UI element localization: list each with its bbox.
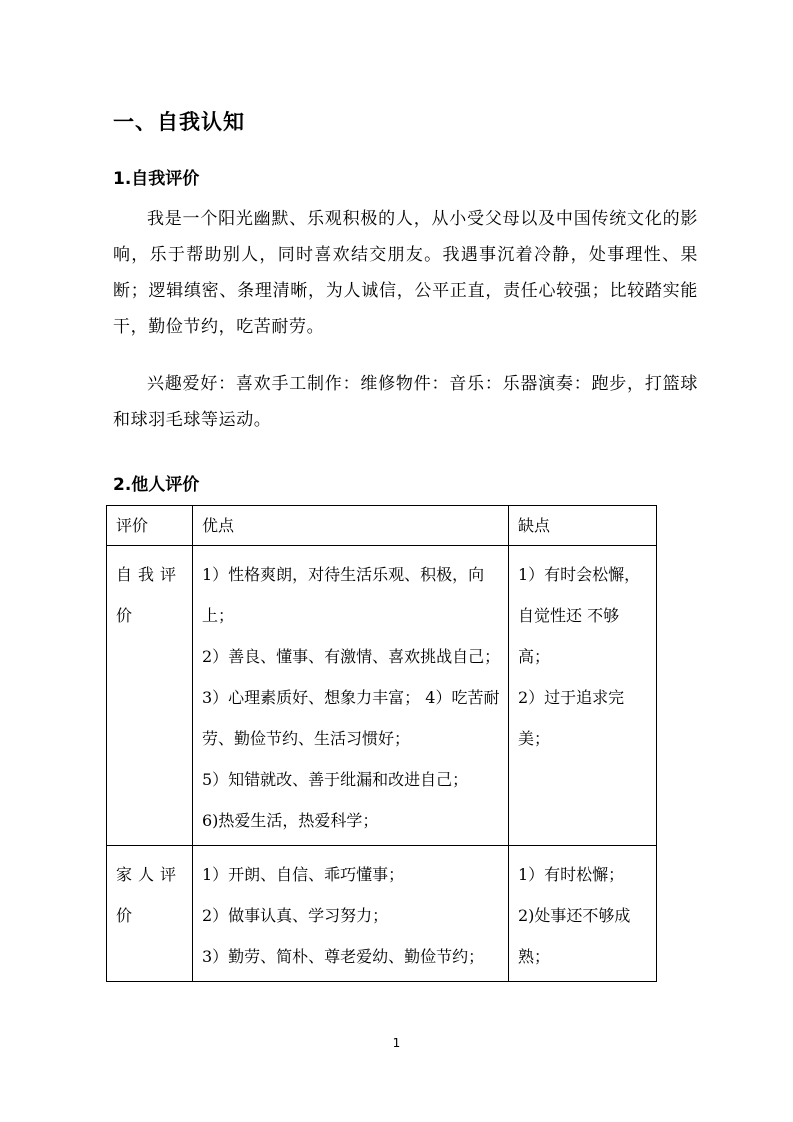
evaluation-table [106, 505, 657, 982]
hobbies-paragraph: 兴趣爱好：喜欢手工制作：维修物件：音乐：乐器演奏：跑步，打篮球和球羽毛球等运动。 [113, 374, 698, 430]
row-label-self: 自我评价 [107, 546, 193, 846]
pros-item: 5）知错就改、善于纰漏和改进自己； [202, 770, 469, 789]
pros-item: 3）心理素质好、想象力丰富； 4）吃苦耐劳、勤俭节约、生活习惯好； [202, 688, 500, 748]
pros-item: 1）性格爽朗，对待生活乐观、积极，向上； [202, 565, 485, 625]
row-label-family: 家人评价 [107, 846, 193, 982]
subsection-title-self-evaluation: 1.自我评价 [113, 169, 200, 189]
cons-item: 2)处事还不够成熟； [518, 906, 631, 966]
pros-item: 6)热爱生活，热爱科学； [202, 811, 379, 830]
cons-item: 1）有时会松懈，自觉性还 不够高； [518, 565, 641, 666]
cons-cell [509, 546, 657, 846]
cons-item: 1）有时松懈； [518, 865, 625, 884]
subsection-title-others-evaluation: 2.他人评价 [113, 475, 200, 495]
pros-item: 2）做事认真、学习努力； [202, 906, 389, 925]
cons-item: 2）过于追求完美； [518, 688, 625, 748]
table-header-row [107, 506, 657, 546]
header-cell-cons: 缺点 [509, 506, 657, 546]
self-evaluation-paragraph: 我是一个阳光幽默、乐观积极的人，从小受父母以及中国传统文化的影响，乐于帮助别人，同时喜欢结交朋友。我遇事沉着冷静，处事理性、果断；逻辑缜密、条理清晰，为人诚信，公平正直，责任心较强；比较踏实能干，勤俭节约，吃苦耐劳。 [113, 209, 698, 337]
pros-cell [193, 846, 509, 982]
pros-cell [193, 546, 509, 846]
pros-item: 1）开朗、自信、乖巧懂事； [202, 865, 405, 884]
cons-cell [509, 846, 657, 982]
pros-item: 3）勤劳、简朴、尊老爱幼、勤俭节约； [202, 947, 485, 966]
pros-item: 2）善良、懂事、有激情、喜欢挑战自己； [202, 647, 501, 666]
table-row [107, 846, 657, 982]
page-number: 1 [392, 1036, 401, 1050]
table-row [107, 546, 657, 846]
header-cell-evaluation: 评价 [107, 506, 193, 546]
header-cell-pros: 优点 [193, 506, 509, 546]
section-heading: 一、自我认知 [113, 110, 245, 134]
